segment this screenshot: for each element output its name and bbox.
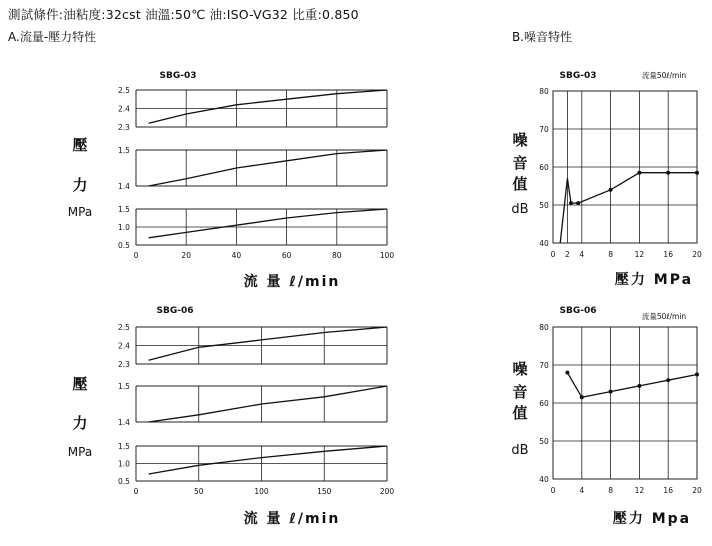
noise-03-ylabel-2: 值 [512,175,528,193]
flow-06-p2-ytick-2: 0.5 [118,477,130,486]
noise-03-ylabel-1: 音 [512,154,528,172]
flow-03-ylabel-0: 壓 [72,136,88,154]
flow-06-p0-ytick-1: 2.4 [118,341,130,351]
flow-06-p0-series-line [149,327,387,360]
noise-06-xtick-1: 4 [579,486,585,495]
flow-03-xtick-0: 0 [133,251,139,260]
noise-03-series-line [560,173,697,243]
noise-06-xtick-2: 8 [608,486,613,495]
flow-06-ylabel-0: 壓 [72,375,88,393]
flow-03-xtick-4: 80 [332,251,342,260]
noise-03-point-6 [666,171,670,175]
flow-03-p1-ytick-1: 1.4 [118,182,130,191]
noise-06-xlabel: 壓力 Mpa [612,511,692,527]
noise-03-ytick-1: 70 [539,125,549,134]
section-a-title: A.流量-壓力特性 [8,30,97,44]
noise-03-xtick-4: 12 [634,250,645,259]
flow-06-xlabel: 流 量 ℓ/min [243,511,341,527]
flow-03-p0-ytick-2: 2.3 [118,123,130,132]
noise-03-xtick-0: 0 [550,250,556,259]
flow-06-p0-ytick-2: 2.3 [118,360,130,369]
noise-06-point-5 [695,373,699,377]
flow-03-p2-ytick-2: 0.5 [118,241,130,250]
flow-06-title: SBG-06 [156,306,194,316]
section-b-title: B.噪音特性 [512,30,573,44]
noise-06-xtick-3: 12 [634,486,645,495]
flow-03-ylabel-1: 力 [72,176,88,194]
noise-03-ytick-2: 60 [539,163,549,172]
noise-03-point-7 [695,171,699,175]
flow-03-ylabel-2: MPa [67,205,93,219]
flow-06-p0-ytick-0: 2.5 [118,323,130,332]
noise-03-point-2 [569,201,573,205]
noise-03-flow-note: 流量50ℓ/min [641,71,687,80]
noise-03-point-4 [609,188,613,192]
noise-06-point-0 [565,371,569,375]
noise-06-point-1 [580,395,584,399]
flow-03-p2-ytick-1: 1.0 [118,223,130,232]
flow-06-xtick-0: 0 [133,487,139,496]
noise-06-point-2 [609,390,613,394]
noise-06-point-3 [637,384,641,388]
flow-06-p2-ytick-0: 1.5 [118,442,130,451]
noise-03-xtick-5: 16 [663,250,673,259]
noise-03-xtick-6: 20 [692,250,702,259]
flow-03-p0-ytick-1: 2.4 [118,104,130,114]
noise-06-ylabel-0: 噪 [512,360,528,378]
noise-06-ylabel-2: 值 [512,404,528,422]
noise-03-title: SBG-03 [559,71,597,81]
noise-06-flow-note: 流量50ℓ/min [641,312,687,321]
noise-03-ytick-0: 80 [539,87,549,96]
noise-06-title: SBG-06 [559,306,597,316]
flow-03-xtick-2: 40 [231,251,242,260]
flow-03-xtick-1: 20 [181,251,191,260]
flow-06-xtick-1: 50 [193,487,204,496]
flow-03-p0-ytick-0: 2.5 [118,86,130,95]
noise-03-xtick-2: 4 [579,250,585,259]
noise-03-xtick-3: 8 [608,250,613,259]
flow-03-p1-ytick-0: 1.5 [118,146,130,155]
flow-06-ylabel-2: MPa [67,445,93,459]
noise-06-point-4 [666,378,670,382]
noise-03-ylabel-0: 噪 [512,131,528,149]
noise-06-xtick-5: 20 [692,486,702,495]
noise-06-ytick-4: 40 [539,475,549,484]
flow-03-xtick-3: 60 [281,251,292,260]
noise-06-series-line [567,373,697,398]
flow-03-p2-ytick-0: 1.5 [118,205,130,214]
flow-03-xtick-5: 100 [379,251,395,260]
flow-06-p1-series-line [149,386,387,422]
noise-03-point-3 [576,201,580,205]
noise-03-xtick-1: 2 [565,250,570,259]
flow-06-xtick-3: 150 [317,487,332,496]
flow-06-xtick-4: 200 [379,487,395,496]
flow-03-p0-series-line [149,90,387,123]
noise-06-ylabel-1: 音 [512,383,528,401]
noise-06-ylabel-3: dB [511,443,529,458]
noise-06-xtick-0: 0 [550,486,556,495]
noise-03-ytick-4: 40 [539,239,549,248]
noise-06-xtick-4: 16 [663,486,673,495]
flow-06-p1-ytick-0: 1.5 [118,382,130,391]
noise-03-ytick-3: 50 [539,201,549,210]
noise-06-ytick-2: 60 [539,399,549,408]
noise-06-ytick-3: 50 [539,437,549,446]
noise-03-xlabel: 壓力 MPa [614,272,694,288]
flow-03-title: SBG-03 [159,71,197,81]
noise-03-point-5 [637,171,641,175]
flow-03-p2-series-line [149,209,387,238]
flow-03-p1-series-line [149,150,387,186]
flow-06-ylabel-1: 力 [72,414,88,432]
noise-06-ytick-0: 80 [539,323,549,332]
noise-03-ylabel-3: dB [511,202,529,217]
flow-03-xlabel: 流 量 ℓ/min [243,274,341,290]
flow-06-xtick-2: 100 [254,487,269,496]
noise-06-ytick-1: 70 [539,361,549,370]
flow-06-p2-series-line [149,446,387,474]
flow-06-p2-ytick-1: 1.0 [118,459,130,469]
test-conditions: 測試條件:油粘度:32cst 油溫:50℃ 油:ISO-VG32 比重:0.850 [8,7,359,22]
flow-06-p1-ytick-1: 1.4 [118,418,130,427]
